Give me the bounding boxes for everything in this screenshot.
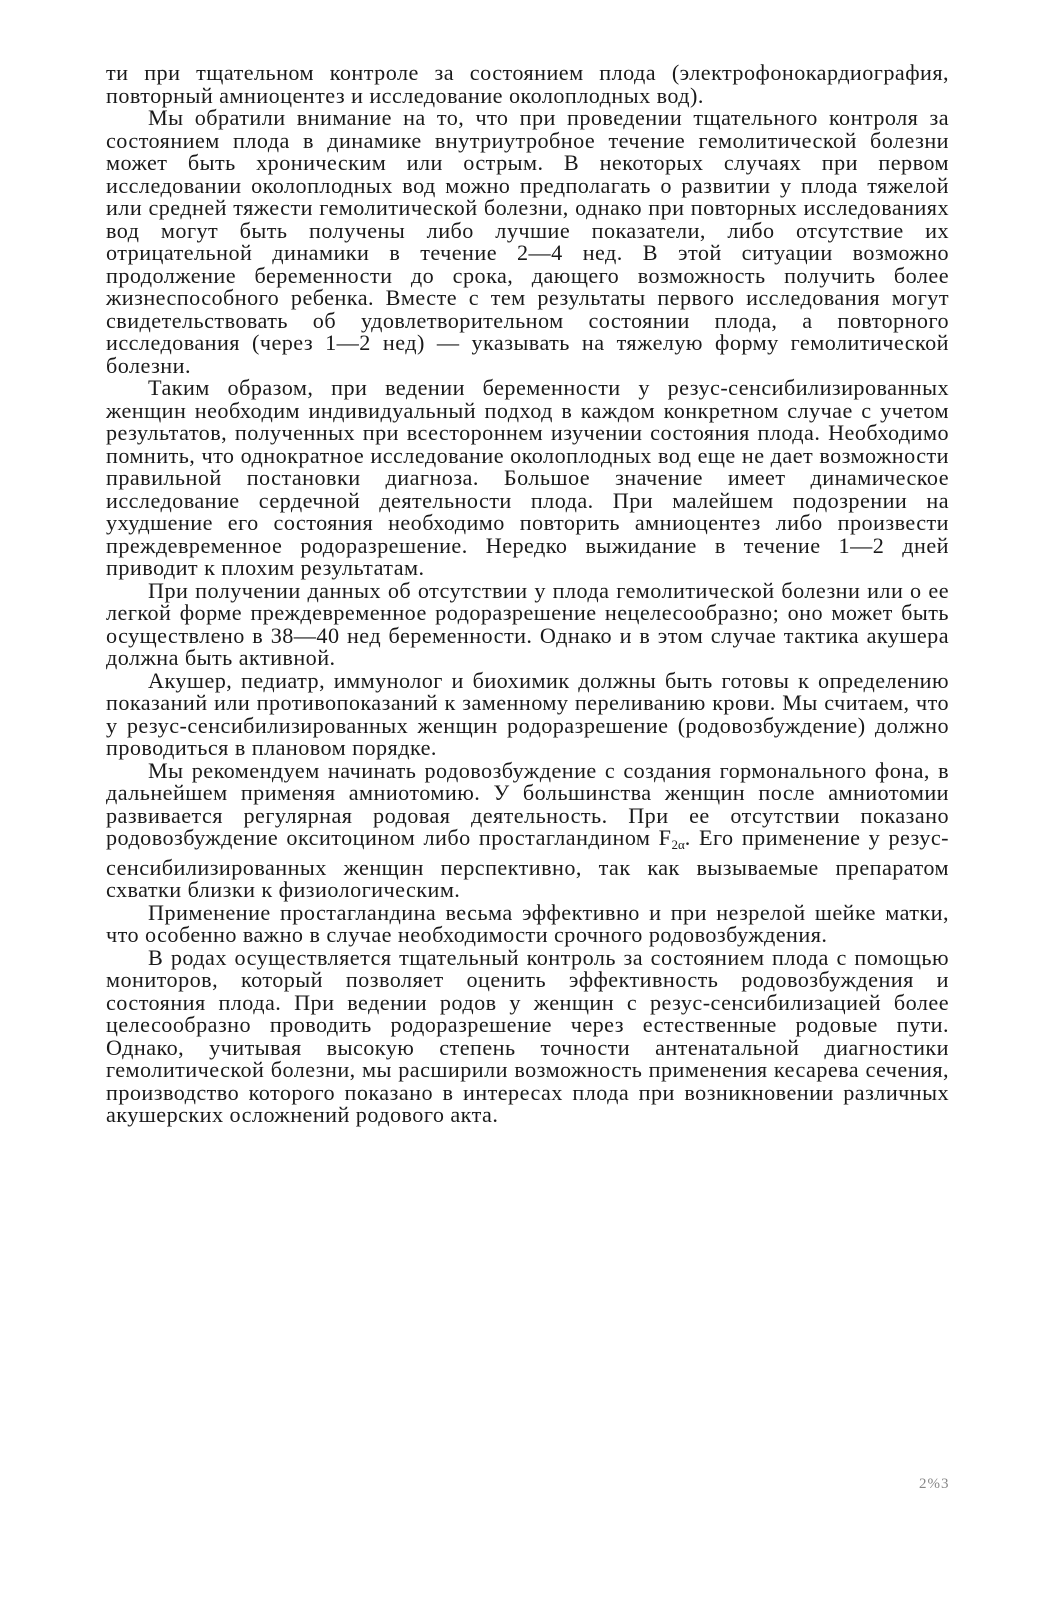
paragraph-text-part: Мы рекомендуем начинать родовозбуждение с создания гормонального фона, в дальнейшем применяя амниотомию. У большинства женщин после амниотомии развивается регулярная родовая деятельность. При ее отсутствии показано родовозбуждение окситоцином либо простагландином F: [106, 757, 949, 850]
paragraph: Акушер, педиатр, иммунолог и биохимик должны быть готовы к определению показаний или противопоказаний к заменному переливанию крови. Мы считаем, что у резус-сенсибилизированных женщин родоразрешение (родовозбуждение) должно проводиться в плановом порядке.: [106, 667, 949, 760]
paragraph: Мы обратили внимание на то, что при проведении тщательного контроля за состоянием плода в динамике внутриутробное течение гемолитической болезни может быть хроническим или острым. В некоторых случаях при первом исследовании околоплодных вод можно предполагать о развитии у плода тяжелой или средней тяжести гемолитической болезни, однако при повторных исследованиях вод могут быть получены либо лучшие показатели, либо отсутствие их отрицательной динамики в течение 2—4 нед. В этой ситуации возможно продолжение беременности до срока, дающего возможность получить более жизнеспособного ребенка. Вместе с тем результаты первого исследования могут свидетельствовать об удовлетворительном состоянии плода, а повторного исследования (через 1—2 нед) — указывать на тяжелую форму гемолитической болезни.: [106, 105, 949, 378]
paragraph: Применение простагландина весьма эффективно и при незрелой шейке матки, что особенно важно в случае необходимости срочного родовозбуждения.: [106, 899, 949, 947]
paragraph-continuation: ти при тщательном контроле за состоянием плода (электрофонокардиография, повторный амниоцентез и исследование околоплодных вод).: [106, 60, 949, 108]
paragraph: В родах осуществляется тщательный контроль за состоянием плода с помощью мониторов, который позволяет оценить эффективность родовозбуждения и состояния плода. При ведении родов у женщин с резус-сенсибилизацией более целесообразно проводить родоразрешение через естественные родовые пути. Однако, учитывая высокую степень точности антенатальной диагностики гемолитической болезни, мы расширили возможность применения кесарева сечения, производство которого показано в интересах плода при возникновении различных акушерских осложнений родового акта.: [106, 944, 949, 1127]
paragraph: [106, 757, 949, 902]
body-text: [106, 62, 949, 1127]
page-number: 2%3: [919, 1476, 950, 1492]
paragraph-text-part: . Его применение у резус-сенсибилизированных женщин перспективно, так как вызываемые препаратом схватки близки к физиологическим.: [106, 825, 949, 902]
paragraph: Таким образом, при ведении беременности у резус-сенсибилизированных женщин необходим индивидуальный подход в каждом конкретном случае с учетом результатов, полученных при всестороннем изучении состояния плода. Необходимо помнить, что однократное исследование околоплодных вод еще не дает возможности правильной постановки диагноза. Большое значение имеет динамическое исследование сердечной деятельности плода. При малейшем подозрении на ухудшение его состояния необходимо повторить амниоцентез либо произвести преждевременное родоразрешение. Нередко выжидание в течение 1—2 дней приводит к плохим результатам.: [106, 375, 949, 580]
subscript-text: 2α: [671, 837, 685, 852]
paragraph: При получении данных об отсутствии у плода гемолитической болезни или о ее легкой форме преждевременное родоразрешение нецелесообразно; оно может быть осуществлено в 38—40 нед беременности. Однако и в этом случае тактика акушера должна быть активной.: [106, 577, 949, 670]
